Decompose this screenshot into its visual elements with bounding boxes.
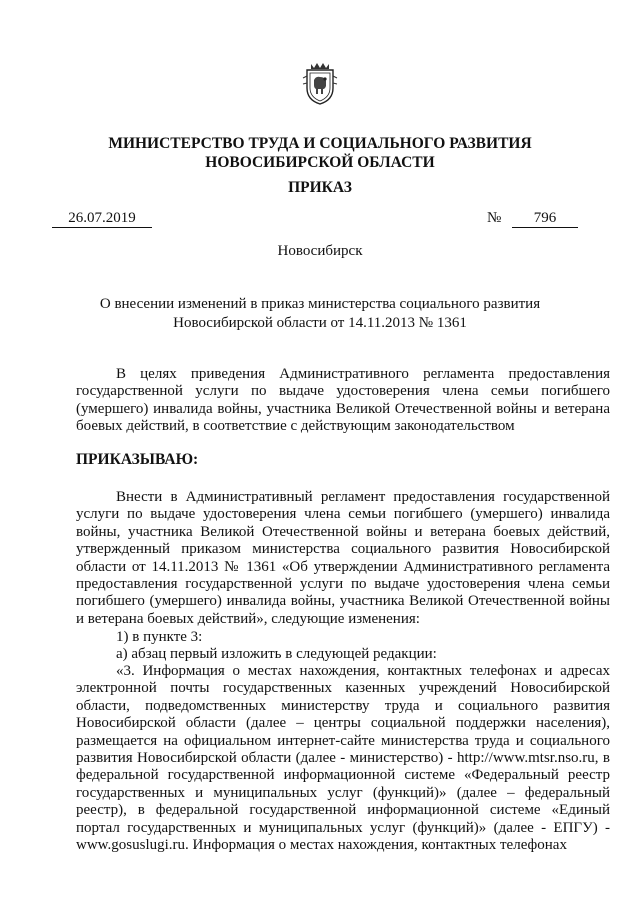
order-word: ПРИКАЗЫВАЮ: (76, 451, 199, 468)
coat-of-arms-icon (301, 58, 339, 106)
ministry-name-line1: МИНИСТЕРСТВО ТРУДА И СОЦИАЛЬНОГО РАЗВИТИЯ (108, 135, 532, 152)
order-number: 796 (512, 209, 578, 228)
document-type: ПРИКАЗ (288, 179, 352, 196)
main-paragraph: Внести в Административный регламент предоставления государственной услуги по выдаче удостоверения члена семьи погибшего (умершего) инвалида войны, участника Великой Отечественной войны и ветерана боевых действий, утвержденный приказом министерства социального развития Новосибирской области от 14.11.2013 № 1361 «Об утверждении Административного регламента предоставления государственной услуги по выдаче удостоверения члена семьи погибшего (умершего) инвалида войны, участника Великой Отечественной войны и ветерана боевых действий», следующие изменения: (76, 489, 610, 627)
quoted-paragraph: «3. Информация о местах нахождения, контактных телефонах и адресах электронной почты государственных казенных учреждений Новосибирской области, подведомственных министерству труда и социального развития Новосибирской области (далее – центры социальной поддержки населения), размещается на официальном интернет-сайте министерства труда и социального развития Новосибирской области (далее - министерство) - http://www.mtsr.nso.ru, в федеральной государственной информационной системе «Федеральный реестр государственных и муниципальных услуг (функций)» (далее – федеральный реестр), в федеральной государственной информационной системе «Единый портал государственных и муниципальных услуг (функций)» (далее - ЕПГУ) - www.gosuslugi.ru. Информация о местах нахождения, контактных телефонах (76, 663, 610, 854)
number-label: № (487, 210, 502, 226)
subject-line1: О внесении изменений в приказ министерства социального развития (99, 296, 541, 312)
order-date: 26.07.2019 (52, 209, 152, 228)
ministry-name-line2: НОВОСИБИРСКОЙ ОБЛАСТИ (205, 154, 435, 171)
subject-line2: Новосибирской области от 14.11.2013 № 1361 (173, 315, 467, 331)
city: Новосибирск (277, 243, 363, 259)
item-1: 1) в пункте 3: (116, 629, 203, 645)
item-1a: а) абзац первый изложить в следующей редакции: (116, 646, 437, 662)
intro-paragraph: В целях приведения Административного регламента предоставления государственной услуги по выдаче удостоверения члена семьи погибшего (умершего) инвалида войны, участника Великой Отечественной войны и ветерана боевых действий, в соответствие с действующим законодательством (76, 366, 610, 435)
